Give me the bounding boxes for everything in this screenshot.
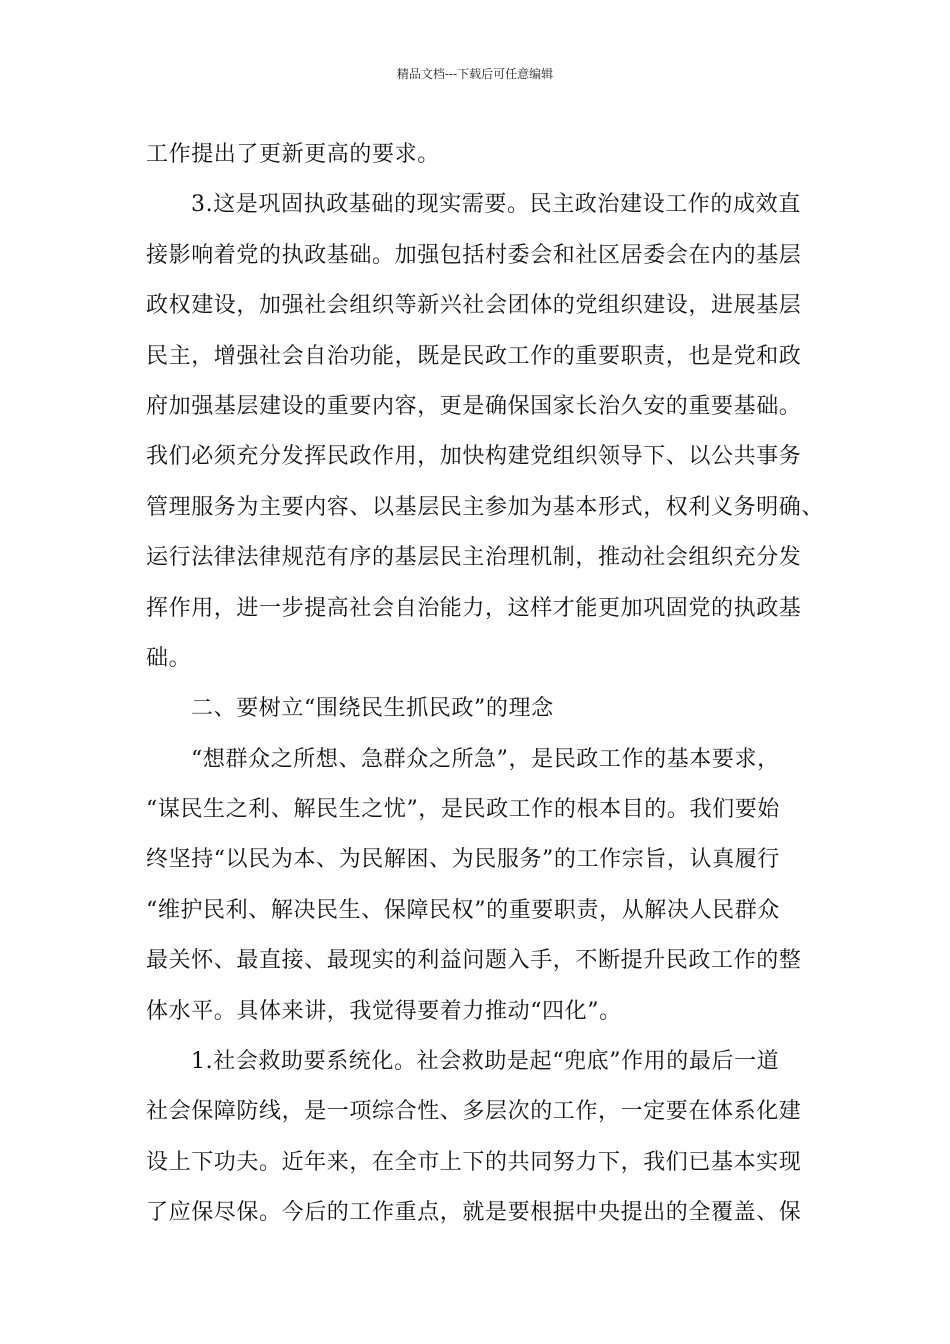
page-header: 精品文档---下载后可任意编辑 [396, 67, 554, 81]
text-line: 运行法律法律规范有序的基层民主治理机制，推动社会组织充分发 [146, 545, 802, 571]
text-line: 3.这是巩固执政基础的现实需要。民主政治建设工作的成效直 [191, 192, 801, 218]
text-line: 1.社会救助要系统化。社会救助是起“兜底”作用的最后一道 [191, 1049, 780, 1075]
text-line: 二、要树立“围绕民生抓民政”的理念 [191, 696, 554, 722]
text-line: 社会保障防线，是一项综合性、多层次的工作，一定要在体系化建 [146, 1099, 802, 1125]
text-line: 我们必须充分发挥民政作用，加快构建党组织领导下、以公共事务 [146, 444, 802, 470]
text-line: “想群众之所想、急群众之所急”，是民政工作的基本要求， [191, 746, 780, 772]
text-line: 设上下功夫。近年来，在全市上下的共同努力下，我们已基本实现 [146, 1149, 802, 1175]
text-line: 体水平。具体来讲，我觉得要着力推动“四化”。 [146, 998, 622, 1024]
text-line: 最关怀、最直接、最现实的利益问题入手，不断提升民政工作的整 [146, 948, 802, 974]
text-line: 了应保尽保。今后的工作重点，就是要根据中央提出的全覆盖、保 [146, 1200, 802, 1226]
text-line: 终坚持“以民为本、为民解困、为民服务”的工作宗旨，认真履行 [146, 847, 780, 873]
document-body [146, 130, 826, 1239]
text-line: “谋民生之利、解民生之忧”，是民政工作的根本目的。我们要始 [146, 797, 780, 823]
text-line: 接影响着党的执政基础。加强包括村委会和社区居委会在内的基层 [146, 242, 802, 268]
text-line: 础。 [146, 645, 192, 671]
text-line: 管理服务为主要内容、以基层民主参加为基本形式，权利义务明确、 [146, 494, 825, 520]
text-line: “维护民利、解决民生、保障民权”的重要职责，从解决人民群众 [146, 897, 780, 923]
text-line: 挥作用，进一步提高社会自治能力，这样才能更加巩固党的执政基 [146, 595, 802, 621]
text-line: 政权建设，加强社会组织等新兴社会团体的党组织建设，进展基层 [146, 293, 802, 319]
text-line: 民主，增强社会自治功能，既是民政工作的重要职责，也是党和政 [146, 343, 802, 369]
text-line: 府加强基层建设的重要内容，更是确保国家长治久安的重要基础。 [146, 393, 802, 419]
text-line: 工作提出了更新更高的要求。 [146, 142, 440, 167]
